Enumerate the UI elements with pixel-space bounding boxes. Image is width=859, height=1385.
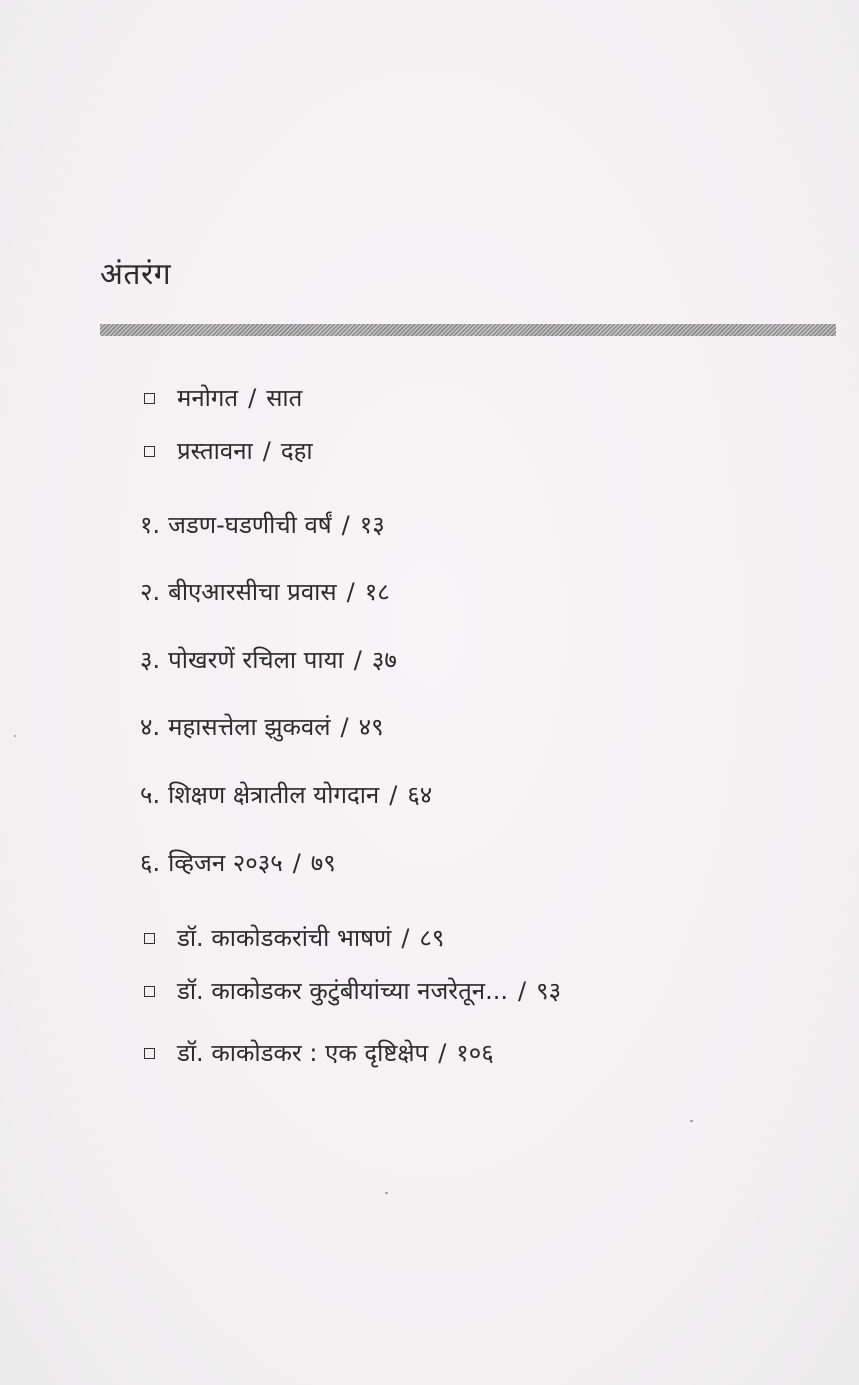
toc-page-number: १३ bbox=[359, 511, 385, 539]
toc-separator: / bbox=[340, 713, 349, 741]
paper-speck bbox=[690, 1120, 693, 1122]
paper-speck bbox=[14, 735, 16, 737]
bullet-box-icon bbox=[144, 1048, 155, 1059]
page-title: अंतरंग bbox=[100, 257, 172, 292]
toc-separator: / bbox=[248, 384, 257, 412]
toc-page-number: ८९ bbox=[419, 924, 445, 952]
toc-page-number: ६४ bbox=[407, 781, 433, 809]
toc-title: डॉ. काकोडकरांची भाषणं bbox=[177, 924, 392, 952]
toc-separator: / bbox=[401, 924, 410, 952]
toc-separator: / bbox=[438, 1039, 447, 1067]
toc-entry bbox=[140, 923, 444, 953]
bullet-box-icon bbox=[144, 933, 155, 944]
toc-title: पोखरणें रचिला पाया bbox=[168, 646, 344, 674]
toc-entry bbox=[140, 645, 397, 675]
paper-speck bbox=[385, 1192, 388, 1194]
toc-title: जडण-घडणीची वर्षं bbox=[168, 511, 332, 539]
toc-page-number: ७९ bbox=[310, 849, 336, 877]
toc-page-number: १८ bbox=[364, 578, 390, 606]
toc-separator: / bbox=[341, 511, 350, 539]
toc-page-number: १०६ bbox=[456, 1039, 494, 1067]
toc-title: डॉ. काकोडकर : एक दृष्टिक्षेप bbox=[177, 1039, 429, 1067]
toc-page-number: ४९ bbox=[358, 713, 384, 741]
chapter-number: २. bbox=[140, 578, 161, 606]
toc-title: प्रस्तावना bbox=[177, 437, 253, 465]
toc-entry bbox=[140, 577, 390, 607]
toc-entry bbox=[140, 780, 432, 810]
toc-separator: / bbox=[518, 977, 527, 1005]
toc-entry bbox=[140, 712, 384, 742]
toc-separator: / bbox=[389, 781, 398, 809]
chapter-number: ४. bbox=[140, 713, 161, 741]
toc-page-number: दहा bbox=[280, 437, 313, 465]
toc-separator: / bbox=[353, 646, 362, 674]
toc-entry bbox=[140, 383, 302, 413]
toc-title: बीएआरसीचा प्रवास bbox=[168, 578, 337, 606]
toc-title: शिक्षण क्षेत्रातील योगदान bbox=[168, 781, 380, 809]
toc-title: महासत्तेला झुकवलं bbox=[168, 713, 331, 741]
toc-separator: / bbox=[346, 578, 355, 606]
toc-title: डॉ. काकोडकर कुटुंबीयांच्या नजरेतून... bbox=[177, 977, 509, 1005]
bullet-box-icon bbox=[144, 986, 155, 997]
chapter-number: १. bbox=[140, 511, 161, 539]
toc-entry bbox=[140, 510, 385, 540]
chapter-number: ३. bbox=[140, 646, 161, 674]
toc-page-number: ३७ bbox=[371, 646, 397, 674]
toc-entry bbox=[140, 848, 336, 878]
chapter-number: ६. bbox=[140, 849, 161, 877]
toc-separator: / bbox=[292, 849, 301, 877]
bullet-box-icon bbox=[144, 446, 155, 457]
bullet-box-icon bbox=[144, 393, 155, 404]
toc-entry bbox=[140, 1038, 494, 1068]
toc-page-number: ९३ bbox=[536, 977, 562, 1005]
toc-page-number: सात bbox=[266, 384, 303, 412]
toc-title: व्हिजन २०३५ bbox=[168, 849, 283, 877]
toc-entry bbox=[140, 436, 313, 466]
toc-title: मनोगत bbox=[177, 384, 239, 412]
chapter-number: ५. bbox=[140, 781, 161, 809]
toc-separator: / bbox=[262, 437, 271, 465]
toc-entry bbox=[140, 976, 561, 1006]
